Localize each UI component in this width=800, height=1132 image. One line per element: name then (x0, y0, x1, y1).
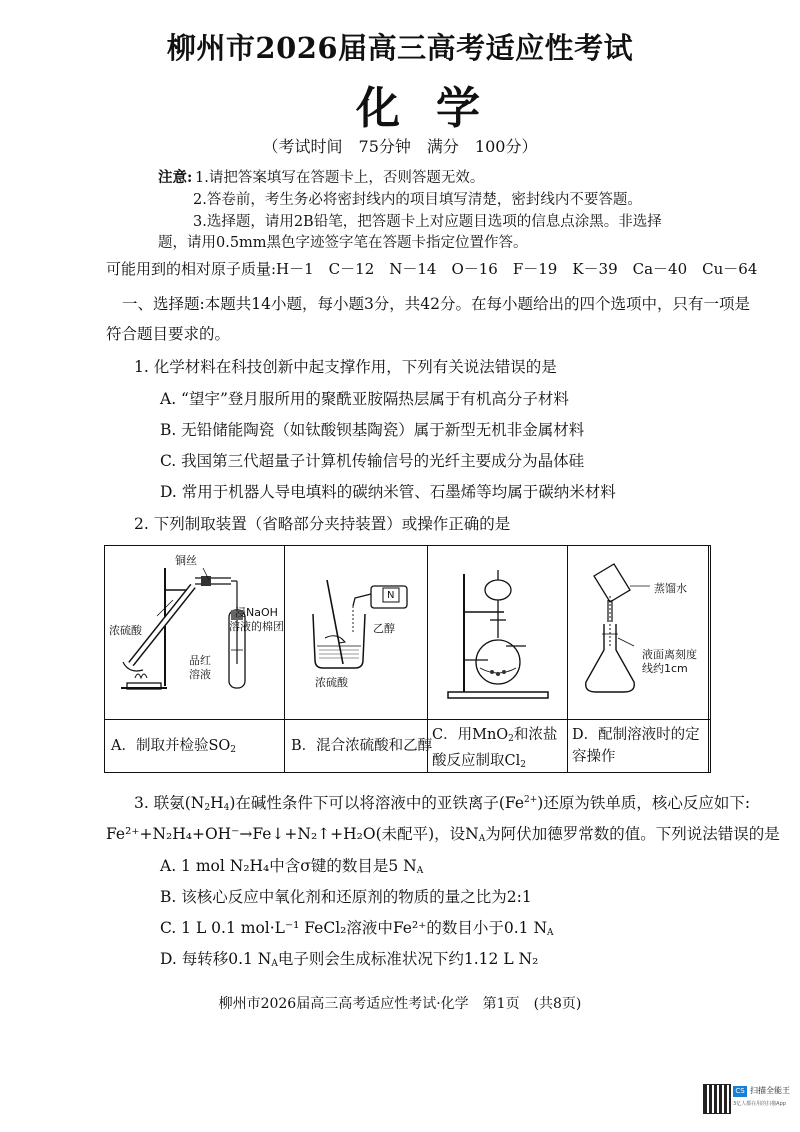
q2-stem: 2. 下列制取装置（省略部分夹持装置）或操作正确的是 (134, 515, 511, 533)
scanner-slogan: 3亿人都在用的扫描App (733, 1101, 786, 1107)
label-copper-wire: 铜丝 (175, 554, 197, 567)
label-liquid-level: 液面离刻度 (642, 648, 697, 661)
atomic-masses: 可能用到的相对原子质量:H－1 C－12 N－14 O－16 F－19 K－39 Ca－40 Cu－64 (106, 260, 758, 278)
q1-option-a: A. “望宇”登月服所用的聚酰亚胺隔热层属于有机高分子材料 (160, 390, 569, 408)
label-conc-sulfuric-acid-b: 浓硫酸 (315, 676, 348, 689)
qr-code-icon (703, 1084, 731, 1114)
q3-option-c: C. 1 L 0.1 mol·L⁻¹ FeCl₂溶液中Fe²⁺的数目小于0.1 $N_A$ (160, 919, 554, 938)
scanner-app-name: 扫描全能王 (750, 1086, 790, 1095)
label-one-cm: 线约1cm (642, 662, 688, 675)
q1-stem: 1. 化学材料在科技创新中起支撑作用，下列有关说法错误的是 (134, 358, 557, 376)
q3-equation: Fe²⁺+N₂H₄+OH⁻→Fe↓+N₂↑+H₂O(未配平)，设$N_A$为阿伏加德罗常数的值。下列说法错误的是 (106, 825, 780, 844)
section-heading-cont: 符合题目要求的。 (106, 325, 231, 343)
label-magenta: 品红 (189, 654, 211, 667)
q1-option-c: C. 我国第三代超量子计算机传输信号的光纤主要成分为晶体硅 (160, 452, 585, 470)
label-ethanol: 乙醇 (373, 622, 395, 635)
label-distilled-water: 蒸馏水 (654, 582, 687, 595)
q3-stem: 3. 联氨$(N_2H_4)$在碱性条件下可以将溶液中的亚铁离子$(Fe^{2+})$还原为铁单质，核心反应如下: (134, 794, 751, 813)
caption-row (105, 719, 710, 720)
caption-c: C．用MnO$_2$和浓盐 酸反应制取$Cl_2$ (432, 727, 558, 770)
cs-badge: CS (733, 1086, 747, 1097)
exam-info: （考试时间 75分钟 满分 100分） (262, 137, 538, 156)
subject-title: 化学 (356, 83, 516, 134)
caption-b: B．混合浓硫酸和乙醇 (291, 738, 433, 754)
apparatus-b-drawing (285, 546, 428, 719)
apparatus-figure-table (104, 545, 711, 773)
label-solution: 溶液 (189, 668, 211, 681)
q1-option-d: D. 常用于机器人导电填料的碳纳米管、石墨烯等均属于碳纳米材料 (160, 483, 616, 501)
notice-item: 1.请把答案填写在答题卡上，否则答题无效。 (195, 170, 485, 186)
notice-item: 3.选择题，请用2B铅笔，把答题卡上对应题目选项的信息点涂黑。非选择 (193, 214, 662, 230)
q3-option-b: B. 该核心反应中氧化剂和还原剂的物质的量之比为2:1 (160, 888, 532, 906)
scanner-watermark (703, 1084, 789, 1114)
apparatus-d-drawing (568, 546, 709, 719)
apparatus-c-drawing (428, 546, 568, 719)
page-footer: 柳州市2026届高三高考适应性考试·化学 第1页 (共8页) (218, 996, 582, 1012)
notice-item: 2.答卷前，考生务必将密封线内的项目填写清楚，密封线内不要答题。 (193, 192, 642, 208)
caption-a: A．制取并检验$SO_2$ (111, 738, 237, 755)
caption-d: D．配制溶液时的定 容操作 (572, 727, 700, 765)
q3-option-d: D. 每转移0.1 $N_A$电子则会生成标准状况下约1.12 L N₂ (160, 950, 539, 969)
label-cotton: 溶液的棉团 (229, 620, 284, 633)
label-bottle-n: N (387, 590, 395, 601)
notice-label: 注意: (158, 169, 193, 186)
notice-item: 题，请用0.5mm黑色字迹签字笔在答题卡指定位置作答。 (158, 235, 528, 251)
q3-option-a: A. 1 mol N₂H₄中含σ键的数目是5 $N_A$ (160, 857, 424, 876)
q1-option-b: B. 无铅储能陶瓷（如钛酸钡基陶瓷）属于新型无机非金属材料 (160, 421, 585, 439)
label-conc-sulfuric-acid: 浓硫酸 (109, 624, 142, 637)
label-naoh: 浸NaOH (235, 606, 278, 619)
section-heading: 一、选择题:本题共14小题，每小题3分，共42分。在每小题给出的四个选项中，只有一项是 (122, 295, 751, 313)
exam-title: 柳州市2026届高三高考适应性考试 (166, 31, 634, 65)
